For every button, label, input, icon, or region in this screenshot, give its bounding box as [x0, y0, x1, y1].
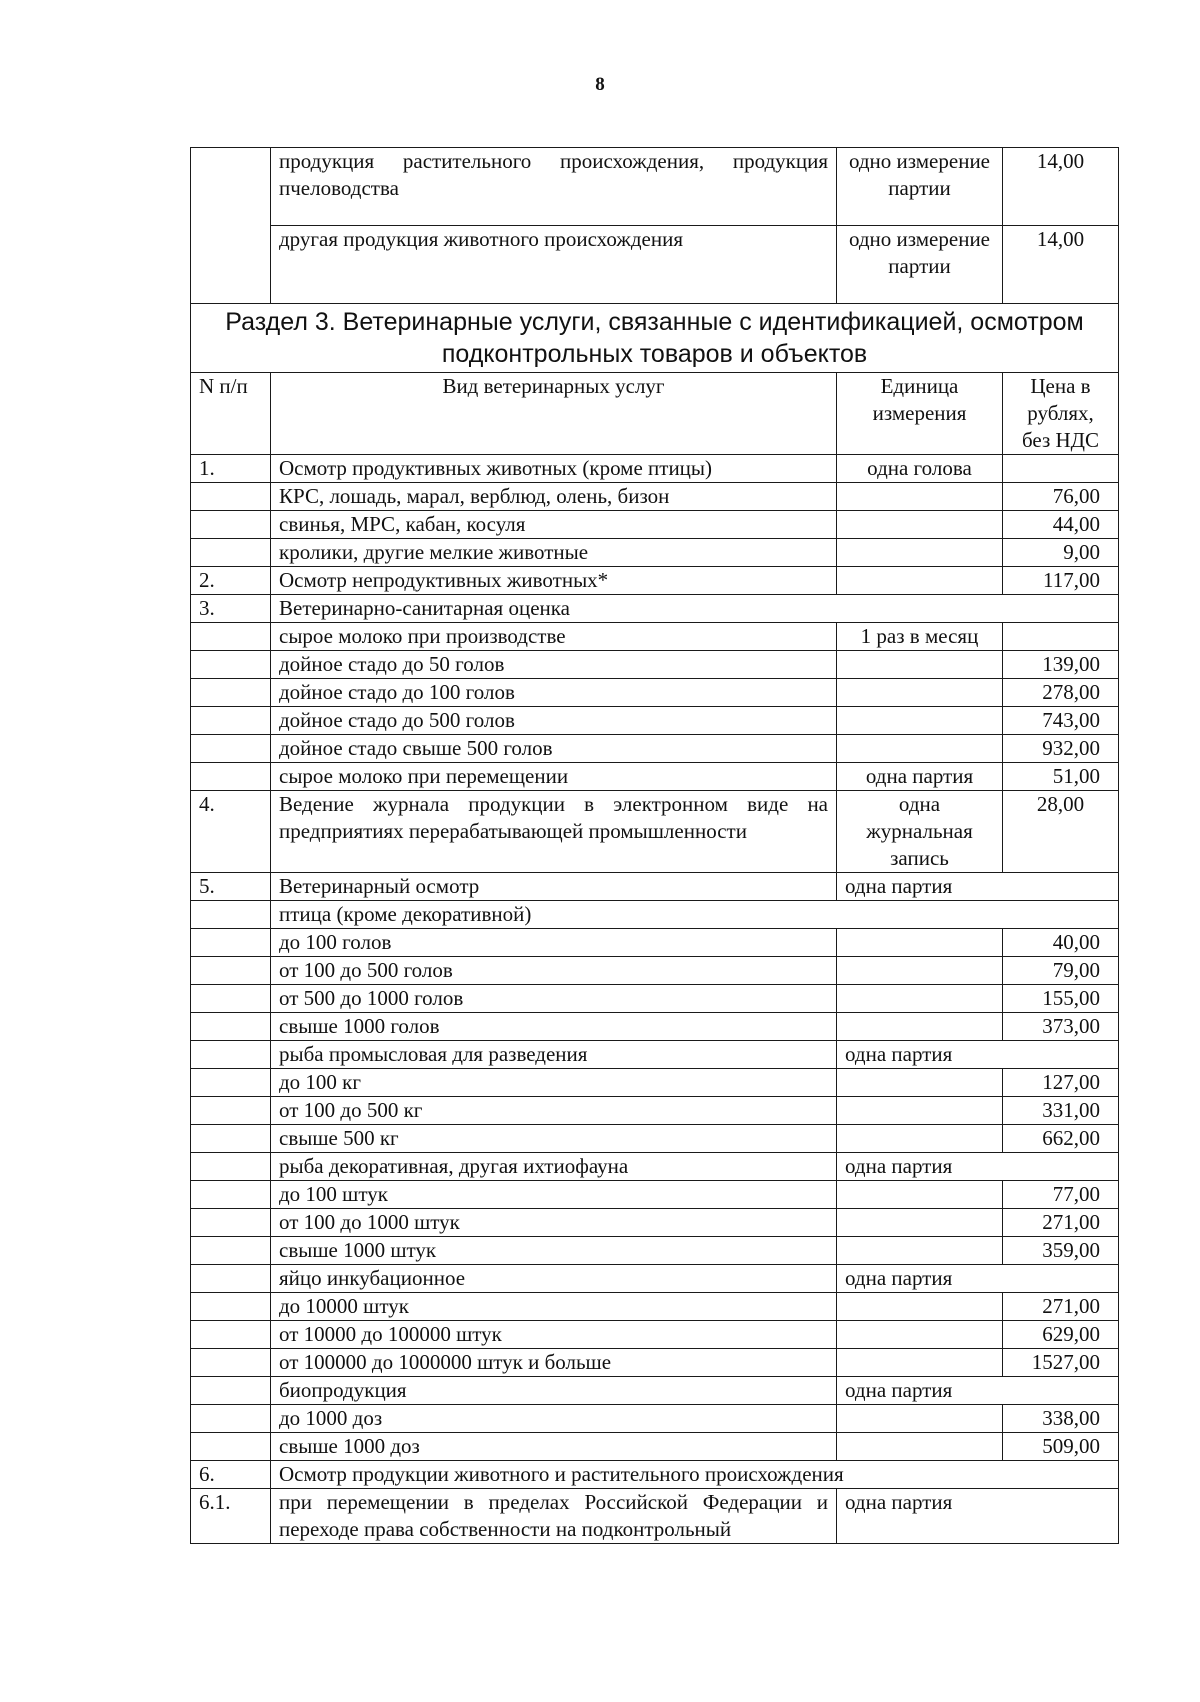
- table-row: [191, 1461, 1119, 1489]
- table-row: [191, 791, 1119, 873]
- row-number: [191, 735, 271, 763]
- row-number: [191, 679, 271, 707]
- service-description: дойное стадо до 50 голов: [271, 651, 837, 679]
- row-number: 4.: [191, 791, 271, 873]
- table-row: [191, 226, 1119, 304]
- table-header-row: [191, 373, 1119, 455]
- table-row: [191, 567, 1119, 595]
- service-description: свыше 500 кг: [271, 1125, 837, 1153]
- service-description: до 100 кг: [271, 1069, 837, 1097]
- row-number: 3.: [191, 595, 271, 623]
- table-row: [191, 1405, 1119, 1433]
- price-cell: 278,00: [1003, 679, 1119, 707]
- row-number: [191, 483, 271, 511]
- price-cell: 14,00: [1003, 226, 1119, 304]
- table-row: [191, 511, 1119, 539]
- service-description: дойное стадо до 100 голов: [271, 679, 837, 707]
- table-row: [191, 1489, 1119, 1544]
- table-row: [191, 1181, 1119, 1209]
- unit-cell: [837, 1321, 1003, 1349]
- price-cell: 139,00: [1003, 651, 1119, 679]
- row-number: [191, 1153, 271, 1181]
- price-cell: 743,00: [1003, 707, 1119, 735]
- unit-cell: одно измерение партии: [837, 148, 1003, 226]
- price-cell: 629,00: [1003, 1321, 1119, 1349]
- unit-cell: [837, 985, 1003, 1013]
- price-cell: 51,00: [1003, 763, 1119, 791]
- table-row: [191, 873, 1119, 901]
- service-description: свыше 1000 доз: [271, 1433, 837, 1461]
- unit-cell: [837, 707, 1003, 735]
- table-row: [191, 1433, 1119, 1461]
- row-number: [191, 1097, 271, 1125]
- unit-cell: одна партия: [837, 1153, 1119, 1181]
- service-description: Ветеринарно-санитарная оценка: [271, 595, 1119, 623]
- price-cell: 359,00: [1003, 1237, 1119, 1265]
- service-description: от 500 до 1000 голов: [271, 985, 837, 1013]
- table-row: [191, 651, 1119, 679]
- table-row: [191, 1293, 1119, 1321]
- service-description: сырое молоко при производстве: [271, 623, 837, 651]
- price-cell: 932,00: [1003, 735, 1119, 763]
- table-row: [191, 455, 1119, 483]
- unit-cell: [837, 1209, 1003, 1237]
- unit-cell: одна голова: [837, 455, 1003, 483]
- row-number: [191, 707, 271, 735]
- service-description: Осмотр непродуктивных животных*: [271, 567, 837, 595]
- service-description: дойное стадо до 500 голов: [271, 707, 837, 735]
- service-description: Осмотр продуктивных животных (кроме птицы): [271, 455, 837, 483]
- service-description: от 100 до 500 голов: [271, 957, 837, 985]
- service-description: Осмотр продукции животного и растительного происхождения: [271, 1461, 1119, 1489]
- row-number: [191, 1293, 271, 1321]
- unit-cell: [837, 1097, 1003, 1125]
- unit-cell: [837, 483, 1003, 511]
- page-number: 8: [595, 74, 605, 95]
- table-row: [191, 623, 1119, 651]
- price-cell: 509,00: [1003, 1433, 1119, 1461]
- table-row: [191, 539, 1119, 567]
- unit-cell: [837, 1237, 1003, 1265]
- unit-cell: [837, 929, 1003, 957]
- price-cell: 1527,00: [1003, 1349, 1119, 1377]
- table-row: [191, 1377, 1119, 1405]
- service-description: от 10000 до 100000 штук: [271, 1321, 837, 1349]
- service-description: сырое молоко при перемещении: [271, 763, 837, 791]
- price-cell: 44,00: [1003, 511, 1119, 539]
- unit-cell: [837, 539, 1003, 567]
- row-number: [191, 1181, 271, 1209]
- row-number: [191, 1265, 271, 1293]
- price-cell: 79,00: [1003, 957, 1119, 985]
- unit-cell: одна партия: [837, 1489, 1119, 1544]
- row-number: [191, 1405, 271, 1433]
- unit-cell: одна партия: [837, 763, 1003, 791]
- table-row: [191, 148, 1119, 226]
- table-row: [191, 901, 1119, 929]
- unit-cell: одна партия: [837, 873, 1119, 901]
- row-number: [191, 1377, 271, 1405]
- table-row: [191, 595, 1119, 623]
- row-number: [191, 763, 271, 791]
- row-number: 6.: [191, 1461, 271, 1489]
- service-description: свинья, МРС, кабан, косуля: [271, 511, 837, 539]
- section-title: Раздел 3. Ветеринарные услуги, связанные с идентификацией, осмотром подконтрольных товаров и объектов: [191, 304, 1119, 373]
- unit-cell: одна партия: [837, 1041, 1119, 1069]
- row-number: [191, 901, 271, 929]
- section-title-row: [191, 304, 1119, 373]
- table-row: [191, 763, 1119, 791]
- row-number: [191, 1125, 271, 1153]
- service-description: дойное стадо свыше 500 голов: [271, 735, 837, 763]
- service-description: свыше 1000 голов: [271, 1013, 837, 1041]
- row-number: [191, 539, 271, 567]
- unit-cell: [837, 1069, 1003, 1097]
- row-number: [191, 929, 271, 957]
- table-row: [191, 1237, 1119, 1265]
- service-description: рыба промысловая для разведения: [271, 1041, 837, 1069]
- price-cell: 14,00: [1003, 148, 1119, 226]
- service-description: КРС, лошадь, марал, верблюд, олень, бизон: [271, 483, 837, 511]
- table-row: [191, 1349, 1119, 1377]
- unit-cell: одно измерение партии: [837, 226, 1003, 304]
- price-cell: 9,00: [1003, 539, 1119, 567]
- unit-cell: [837, 1013, 1003, 1041]
- service-description: продукция растительного происхождения, продукция пчеловодства: [271, 148, 837, 226]
- table-row: [191, 735, 1119, 763]
- price-cell: 331,00: [1003, 1097, 1119, 1125]
- price-cell: 127,00: [1003, 1069, 1119, 1097]
- header-num: N п/п: [191, 373, 271, 455]
- price-cell: 271,00: [1003, 1293, 1119, 1321]
- table-row: [191, 707, 1119, 735]
- service-description: Ведение журнала продукции в электронном виде на предприятиях перерабатывающей промышленности: [271, 791, 837, 873]
- table-row: [191, 483, 1119, 511]
- unit-cell: одна партия: [837, 1265, 1119, 1293]
- unit-cell: [837, 1181, 1003, 1209]
- row-number: [191, 1013, 271, 1041]
- price-cell: 271,00: [1003, 1209, 1119, 1237]
- table-row: [191, 957, 1119, 985]
- row-number: [191, 623, 271, 651]
- row-number: 6.1.: [191, 1489, 271, 1544]
- service-description: яйцо инкубационное: [271, 1265, 837, 1293]
- price-cell: 40,00: [1003, 929, 1119, 957]
- row-number: [191, 511, 271, 539]
- row-number: [191, 1433, 271, 1461]
- row-number: [191, 957, 271, 985]
- service-description: другая продукция животного происхождения: [271, 226, 837, 304]
- header-unit: Единица измерения: [837, 373, 1003, 455]
- service-description: от 100 до 1000 штук: [271, 1209, 837, 1237]
- unit-cell: одна партия: [837, 1377, 1119, 1405]
- table-row: [191, 1041, 1119, 1069]
- table-row: [191, 1097, 1119, 1125]
- price-cell: 77,00: [1003, 1181, 1119, 1209]
- table-row: [191, 1069, 1119, 1097]
- price-cell: 28,00: [1003, 791, 1119, 873]
- row-number: [191, 1069, 271, 1097]
- unit-cell: [837, 735, 1003, 763]
- unit-cell: [837, 1433, 1003, 1461]
- table-row: [191, 1321, 1119, 1349]
- service-description: рыба декоративная, другая ихтиофауна: [271, 1153, 837, 1181]
- unit-cell: 1 раз в месяц: [837, 623, 1003, 651]
- service-description: птица (кроме декоративной): [271, 901, 1119, 929]
- unit-cell: [837, 679, 1003, 707]
- row-number-cell: [191, 148, 271, 304]
- table-row: [191, 679, 1119, 707]
- unit-cell: [837, 567, 1003, 595]
- unit-cell: [837, 1349, 1003, 1377]
- service-description: до 10000 штук: [271, 1293, 837, 1321]
- service-description: Ветеринарный осмотр: [271, 873, 837, 901]
- table-row: [191, 1265, 1119, 1293]
- service-description: от 100 до 500 кг: [271, 1097, 837, 1125]
- unit-cell: [837, 1405, 1003, 1433]
- unit-cell: [837, 651, 1003, 679]
- row-number: [191, 985, 271, 1013]
- service-description: биопродукция: [271, 1377, 837, 1405]
- table-row: [191, 929, 1119, 957]
- table-row: [191, 985, 1119, 1013]
- price-cell: 662,00: [1003, 1125, 1119, 1153]
- unit-cell: [837, 1293, 1003, 1321]
- header-service: Вид ветеринарных услуг: [271, 373, 837, 455]
- table-row: [191, 1013, 1119, 1041]
- unit-cell: [837, 1125, 1003, 1153]
- price-cell: 373,00: [1003, 1013, 1119, 1041]
- row-number: 2.: [191, 567, 271, 595]
- row-number: 1.: [191, 455, 271, 483]
- unit-cell: [837, 957, 1003, 985]
- row-number: [191, 1321, 271, 1349]
- service-description: кролики, другие мелкие животные: [271, 539, 837, 567]
- price-cell: 155,00: [1003, 985, 1119, 1013]
- unit-cell: [837, 511, 1003, 539]
- price-cell: 117,00: [1003, 567, 1119, 595]
- service-description: от 100000 до 1000000 штук и больше: [271, 1349, 837, 1377]
- service-description: при перемещении в пределах Российской Федерации и переходе права собственности на подконтрольный: [271, 1489, 837, 1544]
- row-number: 5.: [191, 873, 271, 901]
- row-number: [191, 1349, 271, 1377]
- price-cell: [1003, 455, 1119, 483]
- row-number: [191, 1237, 271, 1265]
- tariff-table: [190, 147, 1119, 1544]
- price-cell: 338,00: [1003, 1405, 1119, 1433]
- row-number: [191, 1209, 271, 1237]
- price-cell: [1003, 623, 1119, 651]
- service-description: до 100 голов: [271, 929, 837, 957]
- price-cell: 76,00: [1003, 483, 1119, 511]
- row-number: [191, 651, 271, 679]
- table-row: [191, 1153, 1119, 1181]
- unit-cell: одна журнальная запись: [837, 791, 1003, 873]
- service-description: до 100 штук: [271, 1181, 837, 1209]
- table-row: [191, 1125, 1119, 1153]
- table-row: [191, 1209, 1119, 1237]
- service-description: свыше 1000 штук: [271, 1237, 837, 1265]
- row-number: [191, 1041, 271, 1069]
- service-description: до 1000 доз: [271, 1405, 837, 1433]
- header-price: Цена в рублях, без НДС: [1003, 373, 1119, 455]
